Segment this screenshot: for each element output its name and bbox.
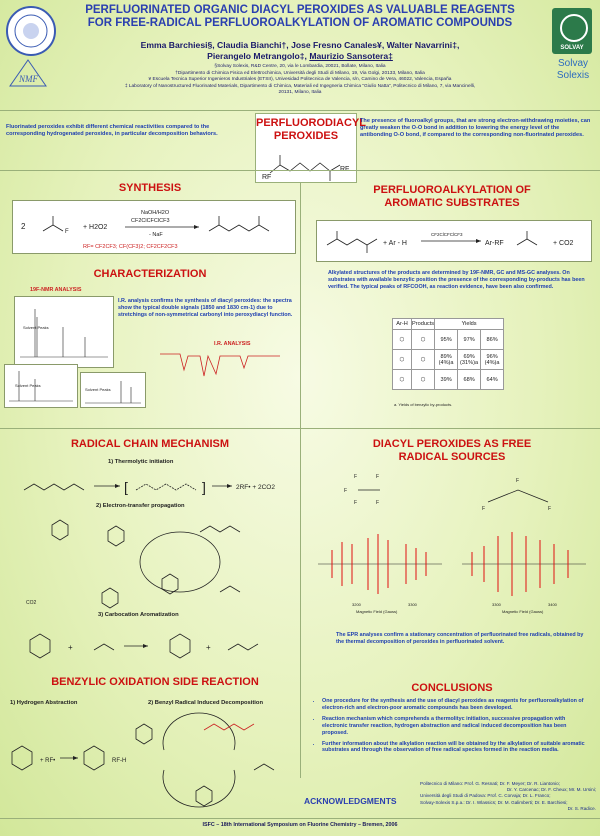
table-header: Products: [412, 319, 435, 330]
solvay-solexis-text: Solvay Solexis: [556, 58, 590, 81]
benzylic-step1-label: 1) Hydrogen Abstraction: [10, 700, 78, 706]
nmr-spectrum-1: [14, 296, 114, 368]
conclusions-list: [312, 698, 592, 758]
solvay-logo: SOLVAY: [552, 8, 592, 54]
svg-text:F: F: [516, 478, 520, 484]
svg-text:3300: 3300: [408, 602, 417, 607]
svg-text:F: F: [548, 506, 552, 512]
perfluorodiacyl-peroxides-box: [255, 113, 366, 183]
svg-text:+ RF•: + RF•: [40, 758, 56, 764]
perfluoroalkylation-scheme: [316, 220, 592, 262]
svg-text:CO2: CO2: [26, 600, 37, 606]
table-header: Yields: [435, 319, 504, 330]
ir-spectrum: [160, 350, 280, 380]
peroxide-structure: [256, 143, 356, 183]
intro-title: PERFLUORODIACYL PEROXIDES: [256, 117, 366, 142]
characterization-title: CHARACTERIZATION: [93, 268, 207, 280]
svg-text:CF2ClCFClCF3: CF2ClCFClCF3: [431, 232, 463, 237]
svg-text:Magnetic Field (Gauss): Magnetic Field (Gauss): [502, 609, 544, 614]
svg-text:- NaF: - NaF: [149, 232, 163, 238]
svg-text:Magnetic Field (Gauss): Magnetic Field (Gauss): [356, 609, 398, 614]
conclusion-item: • Reaction mechanism which comprehends a thermolityc initiation, successive propagation with electronic transfer reaction, hydrogen abstraction and radical induced decomposition has been proposed.: [322, 716, 592, 737]
svg-text:Solvent Peaks: Solvent Peaks: [23, 325, 49, 330]
step1-label: 1) Thermolytic initiation: [108, 459, 174, 465]
thermolysis-scheme: [10, 470, 300, 500]
svg-text:+: +: [206, 643, 211, 652]
svg-text:+ CO2: + CO2: [553, 240, 574, 247]
epr-text: The EPR analyses confirm a stationary concentration of perfluorinated free radicals, obtained by the thermal decomposition of peroxides in perfluorinated solvent.: [336, 632, 584, 645]
svg-text:CF2ClCFClCF3: CF2ClCFClCF3: [131, 218, 170, 224]
poster-title: PERFLUORINATED ORGANIC DIACYL PEROXIDES AS VALUABLE REAGENTS FOR FREE-RADICAL PERFLUOROALKYLATION OF AROMATIC COMPOUNDS: [85, 4, 515, 29]
affiliations: §Solvay Solexis, R&D Centre, 20, via le Lombardia, 20021, Bollate, Milano, Italia †Dipartimento di Chimica Fisica ed Elettrochimica, Università degli Studi di Milano, 19, Via Golgi, 20133, Milano, Italia ¥ Escuela Tecnica Superior Ingenieros Industriales (ETSII), Univesidad Politecnica de Valencia, s/n, Camino de Vera, 46022, Valencia, España ‡ Laboratory of Nanostructured Fluorinated Materials, Dipartimento di Chimica, Materiali ed Ingegneria Chimica “Giulio Natta”, Politecnico di Milano, 7, via Mancinelli, 20131, Milano, Italia: [124, 64, 476, 96]
svg-text:Ar-RF: Ar-RF: [485, 240, 504, 247]
svg-text:Solvent Peaks: Solvent Peaks: [15, 383, 41, 388]
conclusions-title: CONCLUSIONS: [411, 682, 493, 694]
benzylic-title: BENZYLIC OXIDATION SIDE REACTION: [51, 676, 259, 688]
acknowledgments-body: Politecnico di Milano: Prof. G. Resnati; Dr. F. Meyer; Dr. R. Liantonio; Dr. Y. Carcenac; Dr. F. Cheux; Mr. M. Ursini; Università degli Studi di Padova: Prof. C. Corvaja; Dr. L. Franco; Solvay-Solexis S.p.a.: Dr. I. Wlassics; Dr. M. Galimberti; Dr. E. Barchiesi; Dr. S. Radice.: [420, 781, 596, 811]
epr-spectra: [312, 514, 592, 614]
authors: Emma Barchiesi§, Claudia Bianchi†, Jose Fresno Canales¥, Walter Navarrini‡, Pierangelo Metrangolo‡, Maurizio Sansotera‡: [140, 40, 460, 61]
characterization-text: I.R. analysis confirms the synthesis of diacyl peroxides: the spectra show the typical double signals (1850 and 1830 cm-1) due to stretchings of non-symmetrical carbonyl into peroxydiacyl function.: [118, 298, 293, 318]
center-divider: [300, 182, 301, 778]
cf3cfcf3-structure: [478, 474, 558, 514]
middle-divider: [0, 428, 600, 429]
table-row: ⬡ ⬡ 95% 97% 86%: [393, 330, 504, 350]
step2-label: 2) Electron-transfer propagation: [96, 503, 185, 509]
synthesis-scheme: [12, 200, 296, 254]
step3-label: 3) Carbocation Aromatization: [98, 612, 179, 618]
acknowledgments-title: ACKNOWLEDGMENTS: [304, 796, 397, 806]
svg-text:3400: 3400: [548, 602, 557, 607]
benzylic-scheme: [4, 710, 300, 814]
free-radical-title: DIACYL PEROXIDES AS FREE RADICAL SOURCES: [372, 438, 532, 463]
table-row: ⬡ ⬡ 39% 68% 64%: [393, 370, 504, 390]
svg-text:F: F: [65, 229, 69, 235]
svg-text:NaOH/H2O: NaOH/H2O: [141, 210, 170, 216]
svg-text:+ Ar - H: + Ar - H: [383, 240, 407, 247]
svg-text:RF: RF: [262, 174, 272, 181]
header-divider: [0, 110, 600, 111]
svg-text:3300: 3300: [492, 602, 501, 607]
benzylic-step2-label: 2) Benzyl Radical Induced Decomposition: [148, 700, 263, 706]
svg-text:F: F: [344, 488, 348, 494]
svg-text:F: F: [376, 474, 380, 480]
perfluoroalkylation-title: PERFLUOROALKYLATION OF AROMATIC SUBSTRATES: [373, 184, 531, 209]
svg-text:F: F: [376, 500, 380, 506]
svg-text:+ H2O2: + H2O2: [83, 224, 108, 231]
svg-text:F: F: [354, 500, 358, 506]
radical-chain-title: RADICAL CHAIN MECHANISM: [70, 438, 230, 450]
svg-text:3200: 3200: [352, 602, 361, 607]
intro-right-text: The presence of fluoroalkyl groups, that are strong electron-withdrawing moieties, can greatly weaken the O-O bond in addition to lowering the energy level of the antibonding O-O bond, if compared to the corresponding non-fluorinated peroxides.: [360, 118, 591, 139]
svg-text:[: [: [124, 479, 128, 495]
svg-text:2: 2: [21, 222, 26, 231]
svg-text:2RF• + 2CO2: 2RF• + 2CO2: [236, 484, 275, 491]
yields-table: [392, 318, 504, 390]
svg-text:RF-H: RF-H: [112, 758, 127, 764]
table-note: a. Yields of benzylic by-products.: [394, 402, 453, 407]
svg-text:F: F: [482, 506, 486, 512]
table-header: Ar-H: [393, 319, 412, 330]
cf3cf2-structure: [340, 470, 400, 510]
table-row: ⬡ ⬡ 89% (4%)a 69% (31%)a 96% (4%)a: [393, 350, 504, 370]
conclusion-item: • Further information about the alkylation reaction will be obtained by the alkylation of suitable aromatic substrates and through the observation of free radical species formed in the reaction media.: [322, 741, 592, 755]
svg-text:F: F: [354, 474, 358, 480]
aromatization-scheme: [10, 620, 300, 670]
svg-text:+: +: [68, 643, 73, 652]
svg-text:NMF: NMF: [19, 74, 38, 84]
synthesis-title: SYNTHESIS: [118, 182, 182, 194]
nmr-spectrum-2: [4, 364, 78, 408]
nmr-spectrum-3: [80, 372, 146, 408]
svg-text:Solvent Peaks: Solvent Peaks: [85, 387, 111, 392]
svg-text:RF= CF2CF3; CF(CF3)2; CF2CF2CF: RF= CF2CF3; CF(CF3)2; CF2CF2CF3: [83, 244, 178, 250]
perfluoroalkylation-text: Alkylated structures of the products are determined by 19F-NMR, GC and MS-GC analyses. On substrates with available benzylic position the presence of the corresponding by-products has been verified. The typical peaks of RFCOOH, as reaction evidence, have been also confirmed.: [328, 270, 585, 290]
nmf-analysis-label: 19F-NMR ANALYSIS: [30, 287, 82, 293]
nmf-logo: [8, 58, 48, 88]
conclusion-item: • One procedure for the synthesis and the use of diacyl peroxides as reagents for perfluoroalkylation of electron-rich and electron-poor aromatic compounds has been developed.: [322, 698, 592, 712]
footer: ISFC – 18th International Symposium on Fluorine Chemistry – Bremen, 2006: [202, 822, 398, 828]
university-seal-logo: [6, 6, 56, 56]
intro-left-text: Fluorinated peroxides exhibit different chemical reactivities compared to the corresponding hydrogenated peroxides, in particular decomposition behaviors.: [6, 124, 218, 138]
intro-divider: [0, 170, 600, 171]
footer-divider: [0, 818, 600, 819]
ir-analysis-label: I.R. ANALYSIS: [214, 341, 251, 347]
electron-transfer-cycle: [20, 512, 290, 612]
svg-text:]: ]: [202, 479, 206, 495]
